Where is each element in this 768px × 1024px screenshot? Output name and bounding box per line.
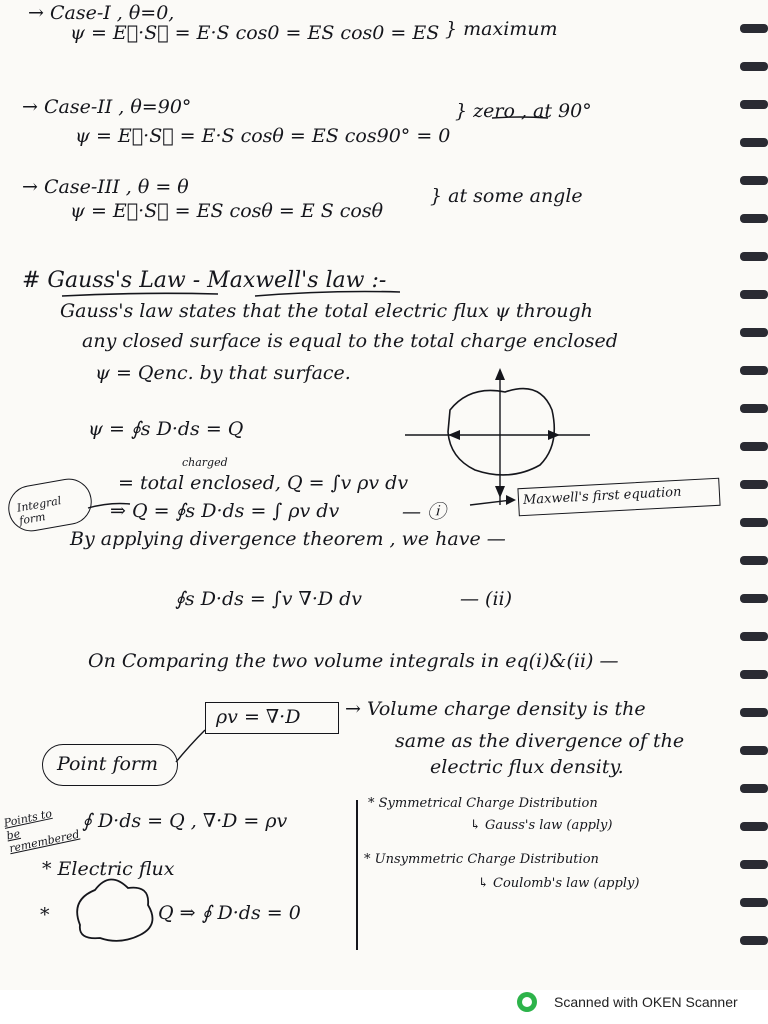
divergence-eq: ∮s D·ds = ∫v ∇·D dv (175, 588, 363, 610)
maxwell-box-text: Maxwell's first equation (522, 484, 682, 509)
gauss-statement-3: ψ = Qenc. by that surface. (95, 362, 351, 384)
case3-heading: → Case-III , θ = θ (22, 176, 189, 198)
gauss-statement-1: Gauss's law states that the total electric flux ψ through (60, 300, 593, 322)
closed-surface-blob (77, 879, 152, 940)
arrow-down-icon (495, 486, 505, 498)
point-result-3: electric flux density. (430, 756, 624, 778)
case1-formula: ψ = E⃗·S⃗ = E·S cos0 = ES cos0 = ES (70, 22, 440, 44)
underline-zero (492, 117, 548, 118)
unsymmetrical-1: * Unsymmetric Charge Distribution (364, 852, 599, 867)
symmetrical-2: ↳ Gauss's law (apply) (470, 818, 613, 833)
point-form-eq: ρv = ∇·D (216, 706, 301, 728)
comparing-line: On Comparing the two volume integrals in eq(i)&(ii) — (88, 650, 619, 672)
case1-heading: → Case-I , θ=0, (28, 2, 175, 24)
case2-heading: → Case-II , θ=90° (22, 96, 192, 118)
gauss-eq1: ψ = ∮s D·ds = Q (88, 418, 244, 440)
points-p3-star: * (40, 904, 50, 926)
gauss-eq3-tag: — ⓘ (402, 501, 447, 523)
underline-gauss (62, 293, 218, 296)
points-label: Points to be remembered (2, 806, 81, 856)
arrow-from-point-bubble (176, 730, 205, 762)
spiral-rings (740, 24, 768, 945)
divergence-intro: By applying divergence theorem , we have — (70, 528, 506, 550)
case2-formula: ψ = E⃗·S⃗ = E·S cosθ = ES cos90° = 0 (75, 125, 451, 147)
gauss-title: # Gauss's Law - Maxwell's law :- (22, 268, 387, 293)
case3-formula: ψ = E⃗·S⃗ = ES cosθ = E S cosθ (70, 200, 384, 222)
gauss-eq3: ⇒ Q = ∮s D·ds = ∫ ρv dv (110, 500, 340, 522)
charged-label: charged (182, 456, 228, 469)
integral-form-label: Integral form (15, 494, 63, 528)
case2-note: } zero , at 90° (455, 100, 592, 122)
notebook-spiral (720, 0, 768, 990)
arrow-left-icon (448, 430, 460, 440)
arrow-right-icon (506, 495, 516, 505)
scanner-watermark: Scanned with OKEN Scanner (554, 994, 738, 1010)
oken-logo-icon (517, 992, 537, 1012)
divergence-eq-tag: — (ii) (460, 588, 513, 610)
point-form-label: Point form (57, 753, 159, 775)
underline-maxwell (255, 292, 400, 297)
points-p2: * Electric flux (42, 858, 175, 880)
case3-note: } at some angle (430, 185, 583, 207)
arrow-from-integral-bubble (88, 504, 130, 509)
symmetrical-1: * Symmetrical Charge Distribution (368, 796, 598, 811)
case1-note: } maximum (445, 18, 558, 40)
arrow-up-icon (495, 368, 505, 380)
unsymmetrical-2: ↳ Coulomb's law (apply) (478, 876, 640, 891)
arrow-to-maxwell (470, 500, 512, 505)
point-result-1: → Volume charge density is the (345, 698, 646, 720)
gauss-statement-2: any closed surface is equal to the total charge enclosed (82, 330, 618, 352)
points-p1: ∮ D·ds = Q , ∇·D = ρv (82, 810, 288, 832)
point-result-2: same as the divergence of the (395, 730, 685, 752)
points-p3-eq: Q ⇒ ∮ D·ds = 0 (158, 902, 301, 924)
gauss-eq2: = total enclosed, Q = ∫v ρv dv (118, 472, 409, 494)
gaussian-surface (448, 389, 554, 475)
